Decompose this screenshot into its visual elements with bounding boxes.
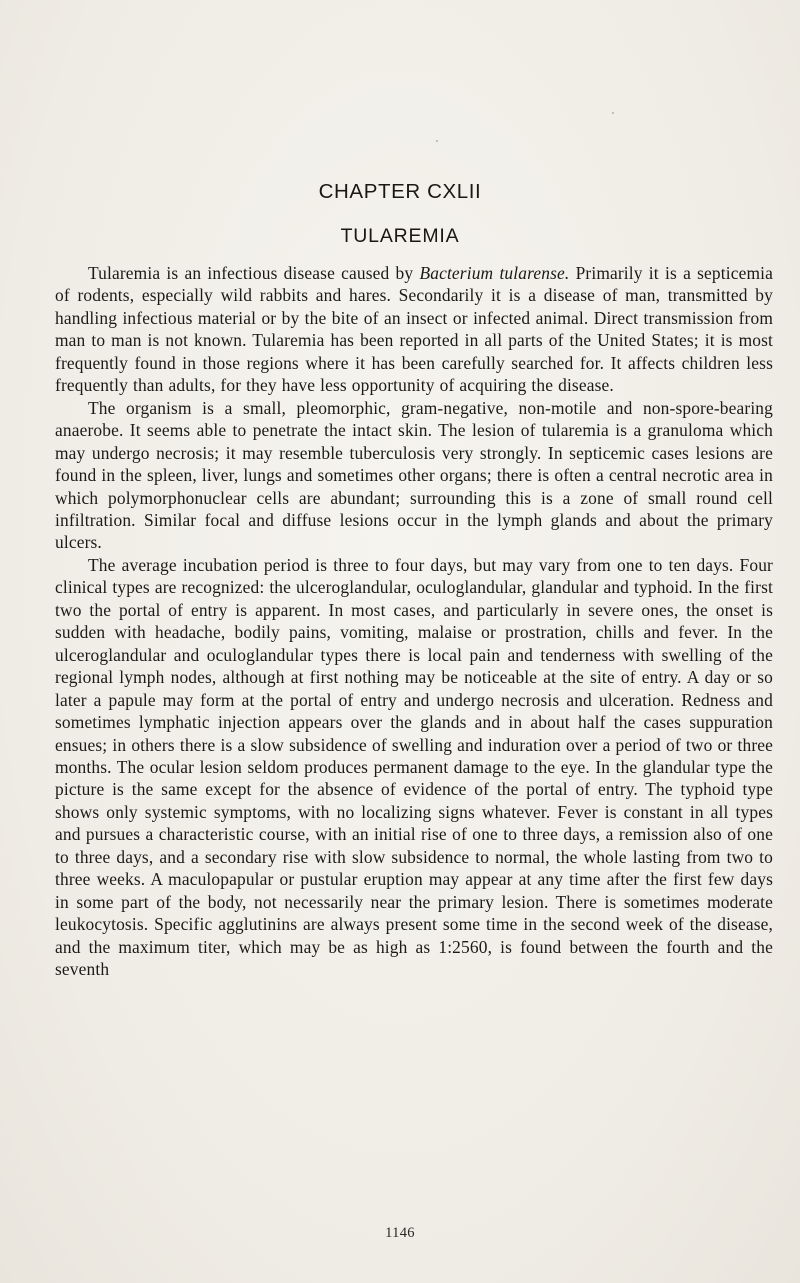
chapter-body — [55, 262, 773, 981]
organism-name-italic: Bacterium tularense. — [419, 263, 570, 283]
paragraph-lead-text: Tularemia is an infectious disease caused by — [88, 263, 420, 283]
paper-speck — [612, 112, 614, 114]
chapter-number-heading: CHAPTER CXLII — [318, 180, 482, 203]
paragraph-clinical-course: The average incubation period is three to four days, but may vary from one to ten days. Four clinical types are recognized: the ulceroglandular, oculoglandular, glandular and typhoid. In the first two the portal of entry is apparent. In most cases, and particularly in severe ones, the onset is sudden with headache, bodily pains, vomiting, malaise or prostration, chills and fever. In the ulceroglandular and oculoglandular types there is local pain and tenderness with swelling of the regional lymph nodes, although at first nothing may be noticeable at the site of entry. A day or so later a papule may form at the portal of entry and undergo necrosis and ulceration. Redness and sometimes lymphatic injection appears over the glands and in about half the cases suppuration ensues; in others there is a slow subsidence of swelling and induration over a period of two or three months. The ocular lesion seldom produces permanent damage to the eye. In the glandular type the picture is the same except for the absence of evidence of the portal of entry. The typhoid type shows only systemic symptoms, with no localizing signs whatever. Fever is constant in all types and pursues a characteristic course, with an initial rise of one to three days, a remission also of one to three days, and a secondary rise with slow subsidence to normal, the whole lasting from two to three weeks. A maculopapular or pustular eruption may appear at any time after the first few days in some part of the body, not necessarily near the primary lesion. There is sometimes moderate leukocytosis. Specific agglutinins are always present some time in the second week of the disease, and the maximum titer, which may be as high as 1:2560, is found between the fourth and the seventh — [55, 554, 773, 980]
chapter-title: TULAREMIA — [340, 225, 460, 247]
paper-speck — [436, 140, 438, 142]
paragraph-introduction — [55, 262, 773, 397]
paragraph-rest-text: Primarily it is a septicemia of rodents, especially wild rabbits and hares. Secondarily it is a disease of man, transmitted by handling infectious material or by the bite of an insect or infected animal. Direct transmission from man to man is not known. Tularemia has been reported in all parts of the United States; it is most frequently found in those regions where it has been carefully searched for. It affects children less frequently than adults, for they have less opportunity of acquiring the disease. — [55, 263, 773, 396]
page-number: 1146 — [385, 1225, 415, 1241]
paragraph-pathology: The organism is a small, pleomorphic, gram-negative, non-motile and non-spore-bearing anaerobe. It seems able to penetrate the intact skin. The lesion of tularemia is a granuloma which may undergo necrosis; it may resemble tuberculosis very strongly. In septicemic cases lesions are found in the spleen, liver, lungs and sometimes other organs; there is often a central necrotic area in which polymorphonuclear cells are abundant; surrounding this is a zone of small round cell infiltration. Similar focal and diffuse lesions occur in the lymph glands and about the primary ulcers. — [55, 397, 773, 553]
